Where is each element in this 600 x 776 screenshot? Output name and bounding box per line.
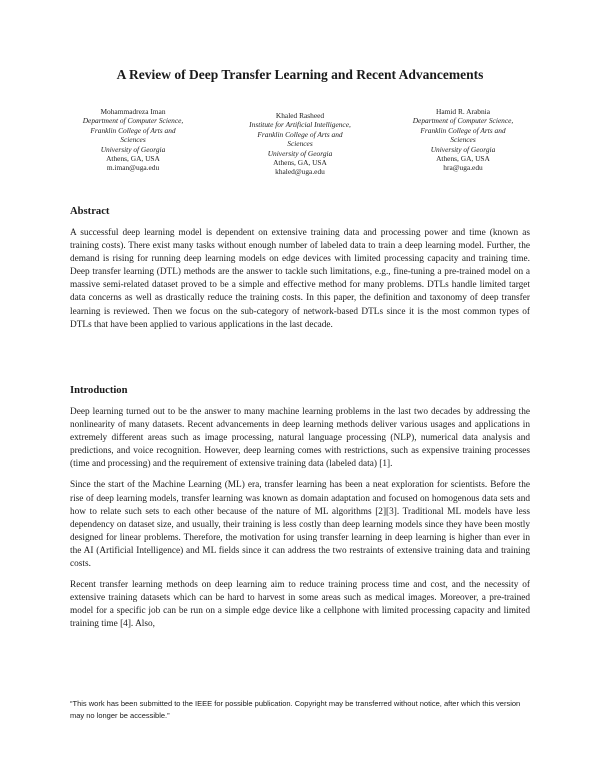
author-email: khaled@uga.edu bbox=[275, 167, 325, 177]
author-name: Mohammadreza Iman bbox=[100, 107, 166, 116]
paper-title: A Review of Deep Transfer Learning and Recent Advancements bbox=[116, 67, 484, 82]
abstract-section bbox=[70, 206, 530, 332]
introduction-section bbox=[70, 385, 530, 632]
author-email: m.iman@uga.edu bbox=[106, 163, 160, 173]
author-affiliation-line: Sciences bbox=[287, 139, 313, 149]
author-3 bbox=[383, 107, 543, 173]
author-location: Athens, GA, USA bbox=[273, 158, 327, 168]
introduction-paragraph: Since the start of the Machine Learning (ML) era, transfer learning has been a neat exploration for scientists. Before the rise of deep learning models, transfer learning was known as domain adaptation and focused on homogenous data sets and how to relate such sets to each other because of the nature of ML algorithms [2][3]. Traditional ML models have less dependency on dataset size, and usually, their training is less costly than deep learning models since they have been mostly designed for linear problems. Therefore, the motivation for using transfer learning in deep learning is higher than ever in the AI (Artificial Intelligence) and ML fields since it can address the two restraints of extensive training data and training costs. bbox=[70, 480, 530, 570]
author-affiliation-line: University of Georgia bbox=[430, 144, 496, 154]
author-location: Athens, GA, USA bbox=[436, 154, 490, 164]
abstract-heading: Abstract bbox=[70, 206, 110, 217]
author-affiliation-line: Institute for Artificial Intelligence, bbox=[249, 120, 351, 130]
abstract-text: A successful deep learning model is dependent on extensive training data and processing power and time (known as training costs). There exist many tasks without enough number of labeled data to train a deep learning model. Further, the demand is rising for running deep learning models on edge devices with limited processing capacity and training time. Deep transfer learning (DTL) methods are the answer to tackle such limitations, e.g., fine-tuning a pre-trained model on a massive semi-related dataset proved to be a simple and effective method for many problems. DTLs handle limited target data concerns as well as drastically reduce the training costs. In this paper, the definition and taxonomy of deep transfer learning is reviewed. Then we focus on the sub-category of network-based DTLs since it is the most common types of DTLs that have been applied to various applications in the last decade. bbox=[70, 228, 530, 330]
author-block bbox=[0, 107, 600, 187]
introduction-paragraph: Recent transfer learning methods on deep learning aim to reduce training process time and cost, and the necessity of extensive training datasets which can be hard to harvest in some areas such as medical images. Moreover, a pre-trained model for a specific job can be run on a simple edge device like a cellphone with limited processing capacity and limited training time [4]. Also, bbox=[70, 580, 530, 630]
author-affiliation-line: University of Georgia bbox=[100, 144, 166, 154]
author-1 bbox=[53, 107, 213, 173]
author-name: Khaled Rasheed bbox=[275, 111, 325, 120]
author-affiliation-line: Franklin College of Arts and bbox=[420, 125, 506, 135]
introduction-heading: Introduction bbox=[70, 385, 128, 396]
author-affiliation-line: Sciences bbox=[120, 135, 146, 145]
author-location: Athens, GA, USA bbox=[106, 154, 160, 164]
author-name: Hamid R. Arabnia bbox=[436, 107, 490, 116]
author-affiliation-line: Franklin College of Arts and bbox=[257, 129, 343, 139]
introduction-paragraph: Deep learning turned out to be the answer to many machine learning problems in the last two decades by addressing the nonlinearity of many datasets. Recent advancements in deep learning methods deliver various usages and applications in extremely different areas such as image processing, natural language processing (NLP), numerical data analysis and predictions, and voice recognition. However, deep learning comes with restrictions, such as expensive training processes (time and processing) and the requirement of extensive training data (labeled data) [1]. bbox=[70, 407, 530, 470]
author-2 bbox=[220, 111, 380, 177]
author-affiliation-line: Department of Computer Science, bbox=[412, 116, 514, 126]
author-affiliation-line: Department of Computer Science, bbox=[82, 116, 184, 126]
author-affiliation-line: Franklin College of Arts and bbox=[90, 125, 176, 135]
submission-footnote: “This work has been submitted to the IEEE for possible publication. Copyright may be transferred without notice, after which this version may no longer be accessible.” bbox=[70, 699, 521, 720]
author-affiliation-line: University of Georgia bbox=[267, 148, 333, 158]
author-affiliation-line: Sciences bbox=[450, 135, 476, 145]
author-email: hra@uga.edu bbox=[443, 163, 483, 173]
